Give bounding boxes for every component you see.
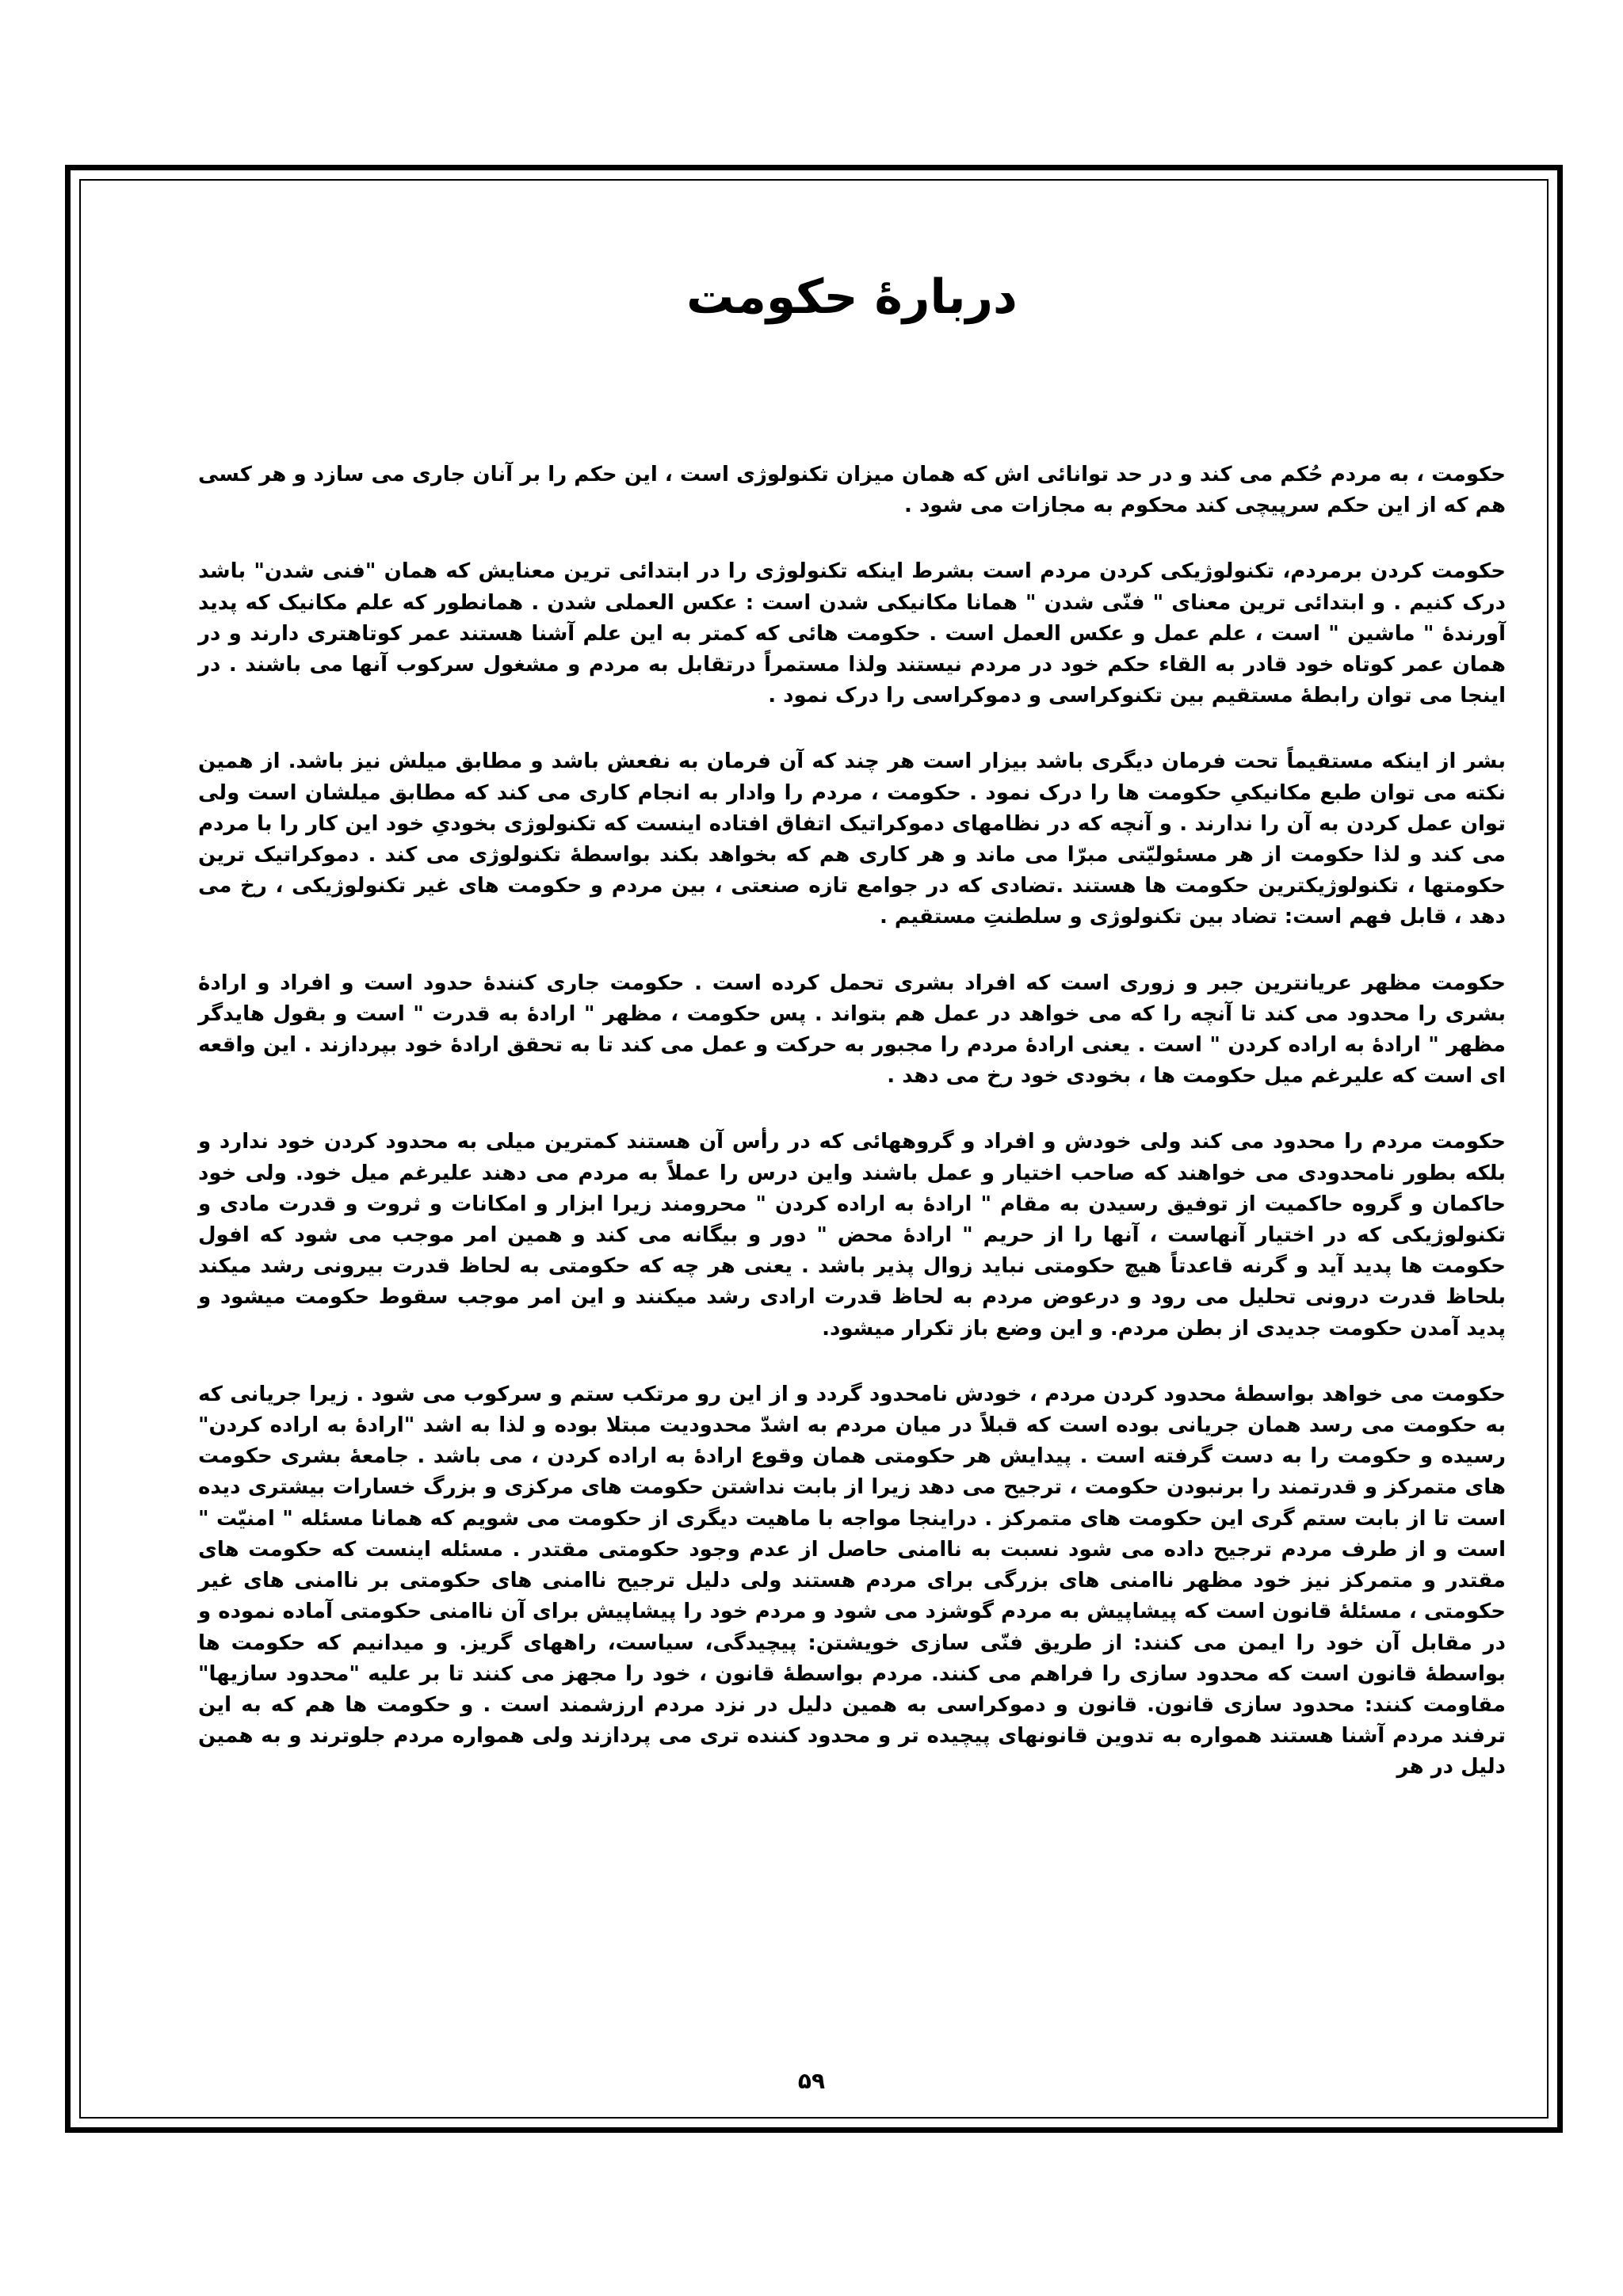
document-body <box>198 269 1506 1818</box>
page-title: دربارهٔ حکومت <box>686 269 1018 325</box>
paragraph-5: حکومت مردم را محدود می کند ولی خودش و افراد و گروههائی که در رأس آن هستند کمترین میلی به محدود کردن خود ندارد و بلکه بطور نامحدودی می خواهند که صاحب اختیار و عمل باشند واین درس را عملاً به مردم می دهند علیرغم میل خود. ولی خود حاکمان و گروه حاکمیت از توفیق رسیدن به مقام " ارادهٔ به اراده کردن " محرومند زیرا ابزار و امکانات و ثروت و قدرت مادی و تکنولوژیکی که در اختیار آنهاست ، آنها را از حریم " ارادهٔ محض " دور و بیگانه می کند و همین امر موجب می شود که افول حکومت ها پدید آید و گرنه قاعدتاً هیچ حکومتی نباید زوال پذیر باشد . یعنی هر چه که حکومتی به لحاظ قدرت بیرونی رشد میکند بلحاظ قدرت درونی تحلیل می رود و درعوض مردم به لحاظ قدرت ارادی رشد میکنند و این امر موجب سقوط حکومت میشود و پدید آمدن حکومت جدیدی از بطن مردم. و این وضع باز تکرار میشود. <box>198 1130 1506 1341</box>
paragraph-4: حکومت مظهر عریانترین جبر و زوری است که افراد بشری تحمل کرده است . حکومت جاری کنندهٔ حدود است و افراد و ارادهٔ بشری را محدود می کند تا آنچه را که می خواهد در عمل هم بتواند . پس حکومت ، مظهر " ارادهٔ به قدرت " است و بقول هایدگر مظهر " ارادهٔ به اراده کردن " است . یعنی ارادهٔ مردم را مجبور به حرکت و عمل می کند تا به تحقق ارادهٔ خود بپردازند . این واقعه ای است که علیرغم میل حکومت ها ، بخودی خود رخ می دهد . <box>198 971 1506 1089</box>
paragraph-6: حکومت می خواهد بواسطهٔ محدود کردن مردم ، خودش نامحدود گردد و از این رو مرتکب ستم و سرکوب می شود . زیرا جریانی که به حکومت می رسد همان جریانی بوده است که قبلاً در میان مردم به اشدّ محدودیت مبتلا بوده و لذا به اشد "ارادهٔ به اراده کردن" رسیده و حکومت را به دست گرفته است . پیدایش هر حکومتی همان وقوع ارادهٔ به اراده کردن ، می باشد . جامعهٔ بشری حکومت های متمرکز و قدرتمند را برنبودن حکومت ، ترجیح می دهد زیرا از بابت نداشتن حکومت های مرکزی و بزرگ خسارات بیشتری دیده است تا از بابت ستم گری این حکومت های متمرکز . دراینجا مواجه با ماهیت دیگری از حکومت می شویم که همانا مسئله " امنیّت " است و از طرف مردم ترجیح داده می شود نسبت به ناامنی حاصل از عدم وجود حکومتی مقتدر . مسئله اینست که حکومت های مقتدر و متمرکز نیز خود مظهر ناامنی های بزرگی برای مردم هستند ولی دلیل ترجیح ناامنی های حکومتی بر ناامنی های غیر حکومتی ، مسئلهٔ قانون است که پیشاپیش به مردم گوشزد می شود و مردم خود را پیشاپیش برای آن ناامنی حکومتی آماده نموده و در مقابل آن خود را ایمن می کنند: از طریق فنّی سازی خویشتن: پیچیدگی، سیاست، راههای گریز. و میدانیم که حکومت ها بواسطهٔ قانون است که محدود سازی را فراهم می کنند. مردم بواسطهٔ قانون ، خود را مجهز می کنند تا بر علیه "محدود سازیها" مقاومت کنند: محدود سازی قانون. قانون و دموکراسی به همین دلیل در نزد مردم ارزشمند است . و حکومت ها هم که به این ترفند مردم آشنا هستند همواره به تدوین قانونهای پیچیده تر و محدود کننده تری می پردازند ولی همواره مردم جلوترند و به همین دلیل در هر <box>198 1382 1506 1779</box>
page-number: ۵۹ <box>797 2068 826 2094</box>
paragraph-3: بشر از اینکه مستقیماً تحت فرمان دیگری باشد بیزار است هر چند که آن فرمان به نفعش باشد و مطابق میلش نیز باشد. از همین نکته می توان طبع مکانیکیِ حکومت ها را درک نمود . حکومت ، مردم را وادار به انجام کاری می کند که مطابق میلشان است ولی توان عمل کردن به آن را ندارند . و آنچه که در نظامهای دموکراتیک اتفاق افتاده اینست که تکنولوژی بخودیِ خود این کار را با مردم می کند و لذا حکومت از هر مسئولیّتی مبرّا می ماند و هر کاری هم که بخواهد بکند بواسطهٔ تکنولوژی می کند . دموکراتیک ترین حکومتها ، تکنولوژیکترین حکومت ها هستند .تضادی که در جوامع تازه صنعتی ، بین مردم و حکومت های غیر تکنولوژیکی ، رخ می دهد ، قابل فهم است: تضاد بین تکنولوژی و سلطنتِ مستقیم . <box>198 749 1506 929</box>
paragraph-1: حکومت ، به مردم حُکم می کند و در حد توانائی اش که همان میزان تکنولوژی است ، این حکم را بر آنان جاری می سازد و هر کسی هم که از این حکم سرپیچی کند محکوم به مجازات می شود . <box>198 463 1506 518</box>
paragraph-2: حکومت کردن برمردم، تکنولوژیکی کردن مردم است بشرط اینکه تکنولوژی را در ابتدائی ترین معنایش که همان "فنی شدن" باشد درک کنیم . و ابتدائی ترین معنای " فنّی شدن " همانا مکانیکی شدن است : عکس العملی شدن . همانطور که علم مکانیک که پدید آورندهٔ " ماشین " است ، علم عمل و عکس العمل است . حکومت هائی که کمتر به این علم آشنا هستند عمر کوتاهتری دارند و در همان عمر کوتاه خود قادر به القاء حکم خود در مردم نیستند ولذا مستمراً درتقابل به مردم و مشغول سرکوب آنها می باشند . در اینجا می توان رابطهٔ مستقیم بین تکنوکراسی و دموکراسی را درک نمود . <box>198 559 1506 708</box>
